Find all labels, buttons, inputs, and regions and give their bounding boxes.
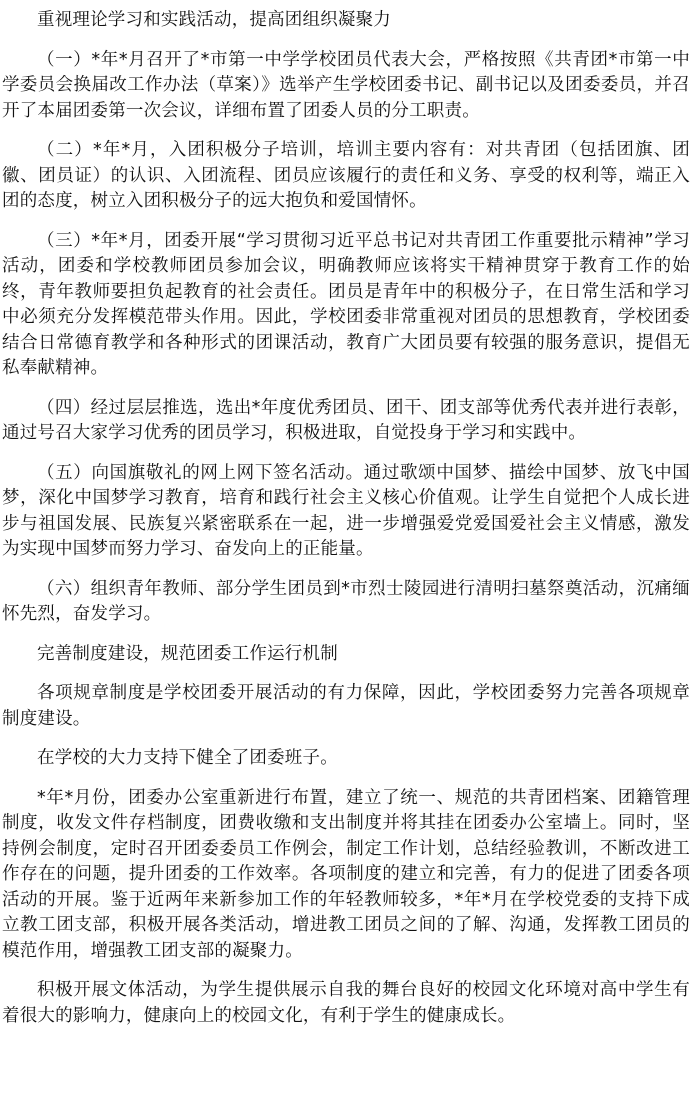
section-heading-system-building: 完善制度建设，规范团委工作运行机制 xyxy=(37,643,338,664)
paragraph-gap xyxy=(2,34,690,48)
paragraph-gap xyxy=(2,215,690,229)
paragraph-item-10: 积极开展文体活动，为学生提供展示自我的舞台良好的校园文化环境对高中学生有着很大的影响力，健康向上的校园文化，有利于学生的健康成长。 xyxy=(2,980,690,1026)
paragraph-item-4: （四）经过层层推选，选出*年度优秀团员、团干、团支部等优秀代表并进行表彰，通过号召大家学习优秀的团员学习，积极进取，自觉投身于学习和实践中。 xyxy=(2,397,690,443)
paragraph-item-1: （一）*年*月召开了*市第一中学学校团员代表大会，严格按照《共青团*市第一中学委员会换届改工作办法（草案）》选举产生学校团委书记、副书记以及团委委员，并召开了本届团委第一次会议，详细布置了团委人员的分工职责。 xyxy=(2,49,690,121)
paragraph-gap xyxy=(2,732,690,746)
section-heading-theory-practice: 重视理论学习和实践活动，提高团组织凝聚力 xyxy=(37,10,391,30)
paragraph-gap xyxy=(2,382,690,396)
paragraph-gap xyxy=(2,964,690,978)
paragraph-gap xyxy=(2,563,690,577)
paragraph-item-6: （六）组织青年教师、部分学生团员到*市烈士陵园进行清明扫墓祭奠活动，沉痛缅怀先烈，奋发学习。 xyxy=(2,578,690,624)
paragraph-gap xyxy=(2,667,690,681)
document-body xyxy=(2,8,690,1029)
paragraph-gap xyxy=(2,772,690,786)
paragraph-item-5: （五）向国旗敬礼的网上网下签名活动。通过歌颂中国梦、描绘中国梦、放飞中国梦，深化中国梦学习教育，培育和践行社会主义核心价值观。让学生自觉把个人成长进步与祖国发展、民族复兴紧密联系在一起，进一步增强爱党爱国爱社会主义情感，激发为实现中国梦而努力学习、奋发向上的正能量。 xyxy=(2,462,690,559)
paragraph-item-7: 各项规章制度是学校团委开展活动的有力保障，因此，学校团委努力完善各项规章制度建设。 xyxy=(2,683,690,729)
paragraph-item-8: 在学校的大力支持下健全了团委班子。 xyxy=(37,748,338,768)
paragraph-gap xyxy=(2,628,690,642)
paragraph-item-2: （二）*年*月，入团积极分子培训，培训主要内容有：对共青团（包括团旗、团徽、团员证）的认识、入团流程、团员应该履行的责任和义务、享受的权利等，端正入团的态度，树立入团积极分子的远大抱负和爱国情怀。 xyxy=(2,140,690,211)
paragraph-gap xyxy=(2,447,690,461)
paragraph-item-3: （三）*年*月，团委开展“学习贯彻习近平总书记对共青团工作重要批示精神”学习活动，团委和学校教师团员参加会议，明确教师应该将实干精神贯穿于教育工作的始终，青年教师要担负起教育的社会责任。团员是青年中的积极分子，在日常生活和学习中必须充分发挥模范带头作用。因此，学校团委非常重视对团员的思想教育，学校团委结合日常德育教学和各种形式的团课活动，教育广大团员要有较强的服务意识，提倡无私奉献精神。 xyxy=(2,230,690,378)
paragraph-gap xyxy=(2,124,690,138)
paragraph-item-9: *年*月份，团委办公室重新进行布置，建立了统一、规范的共青团档案、团籍管理制度，收发文件存档制度，团费收缴和支出制度并将其挂在团委办公室墙上。同时，坚持例会制度，定时召开团委委员工作例会，制定工作计划，总结经验教训，不断改进工作存在的问题，提升团委的工作效率。各项制度的建立和完善，有力的促进了团委各项活动的开展。鉴于近两年来新参加工作的年轻教师较多，*年*月在学校党委的支持下成立教工团支部，积极开展各类活动，增进教工团员之间的了解、沟通，发挥教工团员的模范作用，增强教工团支部的凝聚力。 xyxy=(2,787,690,961)
